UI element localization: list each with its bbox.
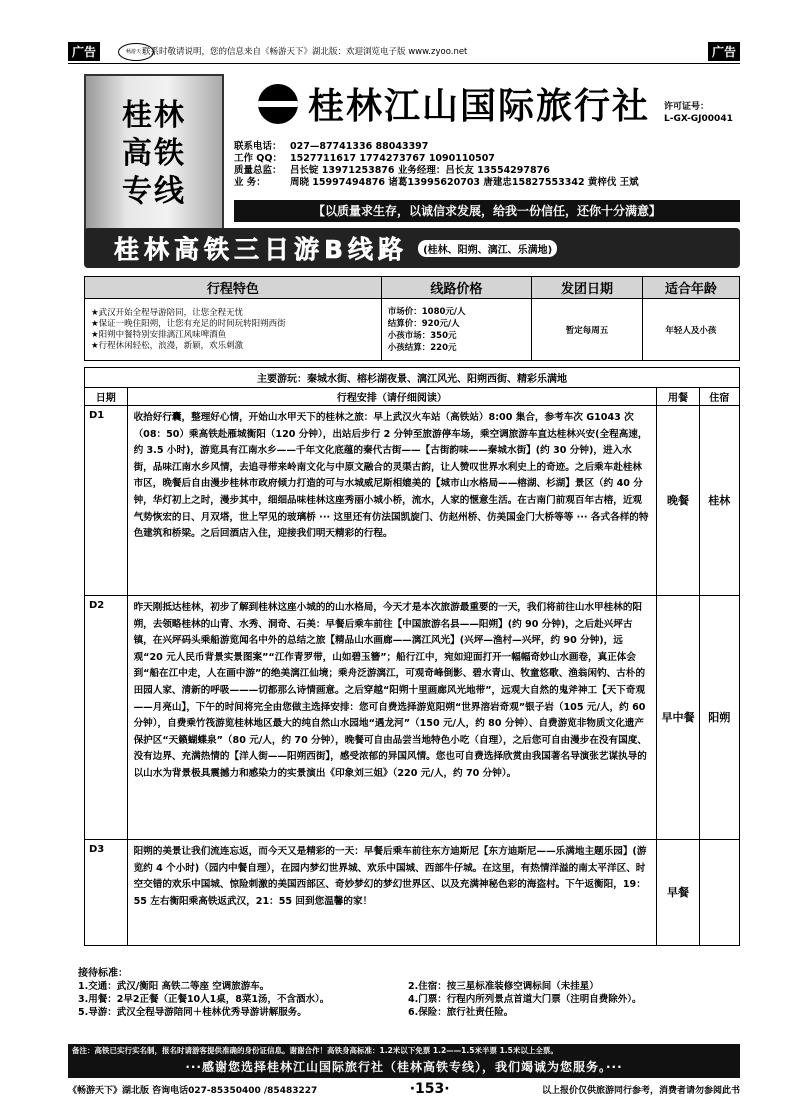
header-day: 日期 (85, 388, 128, 406)
contact-label: 质量总监： (234, 165, 282, 176)
ad-label-left: 广告 (68, 42, 100, 61)
contact-value: 027—87741336 88043397 (290, 141, 429, 152)
contact-label: 工作 QQ： (234, 153, 282, 164)
contact-label: 业 务： (234, 177, 266, 188)
day-stay: 阳朔 (699, 596, 739, 840)
day-label: D1 (85, 406, 128, 596)
header-meal: 用餐 (657, 388, 699, 406)
day-stay (699, 840, 739, 946)
contact-row (234, 141, 639, 153)
route-title: 桂林高铁三日游B线路 (114, 235, 409, 264)
header-date: 发团日期 (532, 277, 643, 299)
standard-item: 2.住宿：按三星标准装修空调标间（未挂星） (408, 981, 599, 992)
contact-label: 联系电话： (234, 141, 282, 152)
price-item: 小孩市场：350元 (387, 330, 457, 341)
main-sights: 主要游玩：秦城水街、榕杉湖夜景、漓江风光、阳朔西街、精彩乐满地 (85, 368, 740, 388)
day-meal: 早中餐 (657, 596, 699, 840)
header-schedule: 行程安排（请仔细阅读） (127, 388, 657, 406)
contact-value: 周晓 15997494876 诸葛13995620703 唐建忠15827553342 黄梓伐 王斌 (290, 177, 639, 188)
header-divider (68, 63, 740, 64)
contact-value: 吕长锭 13971253876 业务经理：吕长友 13554297876 (290, 165, 550, 176)
contact-value: 1527711617 1774273767 1090110507 (290, 153, 495, 164)
price-item: 结算价：920元/人 (387, 318, 460, 329)
license-label: 许可证号： (664, 102, 710, 112)
thanks-line: ···感谢您选择桂林江山国际旅行社（桂林高铁专线），我们竭诚为您服务。··· (185, 1060, 623, 1074)
standard-item: 6.保险：旅行社责任险。 (408, 1007, 514, 1018)
contact-list (234, 141, 639, 189)
price-item: 小孩结算：220元 (387, 342, 457, 353)
header-features: 行程特色 (85, 277, 382, 299)
service-standards (78, 967, 744, 1019)
page-number: ·153· (409, 1081, 450, 1097)
features-cell (85, 299, 382, 361)
company-logo-icon (258, 84, 298, 124)
license-info (664, 101, 733, 125)
slogan-banner: 【以质量求生存，以诚信求发展，给我一份信任，还你十分满意】 (234, 200, 740, 222)
header-age: 适合年龄 (642, 277, 739, 299)
footer-publisher: 《畅游天下》湖北版 咨询电话027-85350400 /85483227 (68, 1085, 318, 1096)
suitable-age: 年轻人及小孩 (642, 299, 739, 361)
day-meal: 晚餐 (657, 406, 699, 596)
feature-item: ★行程休闲轻松，浪漫，新颖，欢乐刺激 (91, 340, 244, 351)
ticket-note: 备注：高铁已实行实名制，报名时请游客提供准确的身份证信息。谢谢合作！高铁身高标准：1.2米以下免票 1.2——1.5米半票 1.5米以上全票。 (72, 1046, 558, 1055)
feature-item: ★阳朔中餐特别安排漓江风味啤酒鱼 (91, 329, 227, 340)
day-label: D3 (85, 840, 128, 946)
day-schedule: 昨天刚抵达桂林，初步了解到桂林这座小城的的山水格局，今天才是本次旅游最重要的一天，我们将前往山水甲桂林的阳朔，去领略桂林的山青、水秀、洞奇、石美：早餐后乘车前往【中国旅游名县——阳朔】(约 90 分钟)，之后赴兴坪古镇，在兴坪码头乘船游览闻名中外的总结之旅【精品山水画廊——漓江风光】(兴坪—渔村—兴坪，约 90 分钟)，远观“20 元人民币背景实景图案”“江作青罗带，山如碧玉簪”；船行江中，宛如迎面打开一幅幅奇妙山水画卷，真正体会到“船在江中走，人在画中游”的绝美漓江仙境；乘舟泛游漓江，可观奇峰倒影、碧水青山、牧童悠歌、渔翁闲钓、古朴的田园人家、清新的呼吸———切都那么诗情画意。之后穿越“阳朔十里画廊风光地带”，远观大自然的鬼斧神工【天下奇观——月亮山】，下午的时间将完全由您做主选择安排：您可自费选择游览阳朔“世界溶岩奇观”银子岩（105 元/人，约 60 分钟），自费乘竹筏游览桂林地区最大的纯自然山水园地“遇龙河”（150 元/人，约 80 分钟）、自费游览非物质文化遗产保护区“天籁蝴蝶泉”（80 元/人，约 70 分钟），晚餐可自由品尝当地特色小吃（自理），之后您可自由漫步在没有国度、没有边界、充满热情的【洋人街——阳朔西街】，感受浓郁的异国风情。您也可自费选择欣赏由我国著名导演张艺谋执导的以山水为背景极具震撼力和感染力的实景演出《印象刘三姐》（220 元/人，约 70 分钟）。 (127, 596, 657, 840)
itinerary-table (84, 367, 740, 946)
standards-title: 接待标准： (78, 968, 128, 979)
route-title-banner (84, 228, 740, 268)
scroll-line: 高铁 (122, 136, 186, 171)
day-stay: 桂林 (699, 406, 739, 596)
header-stay: 住宿 (699, 388, 739, 406)
day-schedule: 收拾好行囊，整理好心情，开始山水甲天下的桂林之旅：早上武汉火车站（高铁站）8:00 集合，参考车次 G1043 次（08：50）乘高铁赴雁城衡阳（120 分钟），出站后步行 2 分钟至旅游停车场，乘空调旅游车直达桂林兴安(全程高速，约 3.5 小时)，游览具有江南水乡——千年文化底蕴的秦代古街——【古街韵味——秦城水街】(约 30 分钟)，进入水街，品味江南水乡风情，去追寻带来岭南文化与中原文融合的灵渠古韵，让人赞叹世界水利史上的奇迹。之后乘车赴桂林市区，晚餐后自由漫步桂林市政府倾力打造的可与水城威尼斯相媲美的【城市山水格局——榕湖、杉湖】景区（约 40 分钟，华灯初上之时，漫步其中，细细品味桂林这座秀丽小城小桥，流水，人家的惬意生活。在古南门前观百年古榕，近观气势恢宏的日、月双塔，世上罕见的玻璃桥 ··· 这里还有仿法国凯旋门、仿赵州桥、仿美国金门大桥等等 ··· 各式各样的特色建筑和桥梁。之后回酒店入住，迎接我们明天精彩的行程。 (127, 406, 657, 596)
day-label: D2 (85, 596, 128, 840)
scroll-line: 桂林 (122, 98, 186, 133)
footer-disclaimer: 以上报价仅供旅游同行参考，消费者请勿参阅此书 (541, 1085, 740, 1096)
company-name: 桂林江山国际旅行社 (308, 86, 651, 127)
contact-notice: 联系时敬请说明，您的信息来自《畅游天下》湖北版：欢迎浏览电子版 www.zyoo.net (142, 47, 468, 57)
feature-item: ★武汉开始全程导游陪同，让您全程无忧 (91, 307, 244, 318)
route-subtitle: (桂林、阳朔、漓江、乐满地) (418, 240, 557, 257)
contact-row (234, 153, 639, 165)
feature-item: ★保证一晚住阳朔，让您有充足的时间玩转阳朔西街 (91, 318, 286, 329)
scroll-line: 专线 (122, 174, 186, 209)
contact-row (234, 165, 639, 177)
header-price: 线路价格 (381, 277, 531, 299)
price-item: 市场价：1080元/人 (387, 306, 466, 317)
price-cell (381, 299, 531, 361)
standard-item: 1.交通：武汉/衡阳 高铁二等座 空调旅游车。 (78, 981, 270, 992)
day-meal: 早餐 (657, 840, 699, 946)
license-number: L-GX-GJ00041 (664, 114, 733, 124)
contact-row (234, 177, 639, 189)
scroll-banner (84, 74, 224, 234)
company-header (258, 78, 650, 129)
magazine-logo: 畅游天下 (118, 43, 154, 61)
standard-item: 4.门票：行程内所列景点首道大门票（注明自费除外）。 (408, 994, 642, 1005)
summary-table (84, 276, 740, 361)
top-notice-bar (68, 42, 740, 60)
day-schedule: 阳朔的美景让我们流连忘返，而今天又是精彩的一天：早餐后乘车前往东方迪斯尼【东方迪斯尼——乐满地主题乐园】(游览约 4 个小时)（园内中餐自理），在园内梦幻世界城、欢乐中国城、西部牛仔城。在这里，有热情洋溢的南太平洋区、时空交错的欢乐中国城、惊险刺激的美国西部区、奇妙梦幻的梦幻世界区、以及充满神秘色彩的海盗村。下午返衡阳，19：55 左右衡阳乘高铁返武汉，21：55 回到您温馨的家！ (127, 840, 657, 946)
standard-item: 3.用餐：2早2正餐（正餐10人1桌，8菜1汤，不含酒水）。 (78, 994, 330, 1005)
page-footer (68, 1081, 740, 1097)
bottom-notice-bar (68, 1044, 740, 1078)
standard-item: 5.导游：武汉全程导游陪同＋桂林优秀导游讲解服务。 (78, 1007, 307, 1018)
ad-label-right: 广告 (708, 42, 740, 61)
departure-date: 暂定每周五 (532, 299, 643, 361)
